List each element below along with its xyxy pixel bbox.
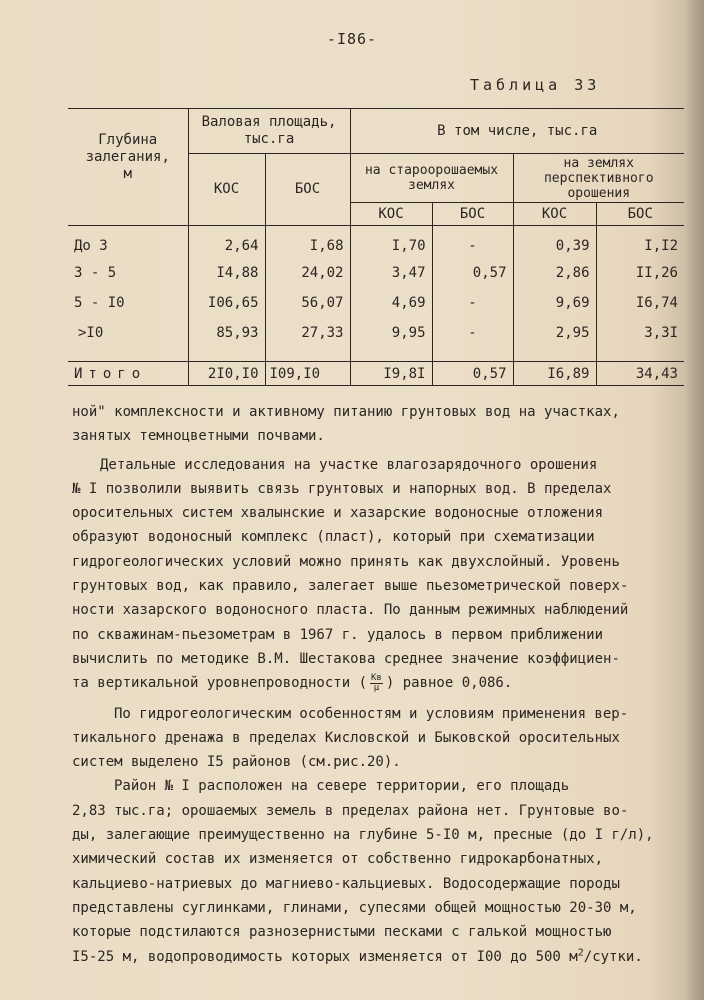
text-line: представлены суглинками, глинами, супесями общей мощностью 20-30 м, — [72, 899, 637, 916]
text-line: По гидрогеологическим особенностям и условиям применения вер- — [114, 705, 629, 722]
text-line: 2,83 тыс.га; орошаемых земель в пределах района нет. Грунтовые во- — [72, 802, 629, 819]
text-line: грунтовых вод, как правило, залегает выше пьезометрической поверх- — [72, 578, 629, 595]
header-gross-area: Валовая площадь, тыс.га — [188, 109, 350, 154]
table-total-row — [68, 361, 684, 385]
total-gross-bos: I09,I0 — [265, 361, 350, 385]
paragraph-4 — [72, 774, 698, 968]
text-line: I5-25 м, водопроводимость которых изменяется от I00 до 500 м — [72, 948, 578, 965]
total-gross-kos: 2I0,I0 — [188, 361, 265, 385]
header-gross-bos: БОС — [265, 154, 350, 226]
cell-persp-kos: 2,86 — [513, 259, 596, 289]
cell-gross-kos: 85,93 — [188, 319, 265, 349]
text-line: ды, залегающие преимущественно на глубине 5-I0 м, пресные (до I г/л), — [72, 827, 654, 844]
header-persp-kos: КОС — [513, 203, 596, 226]
header-perspective: на землях перспективного орошения — [513, 154, 684, 203]
total-old-kos: I9,8I — [350, 361, 432, 385]
fraction: $\frac{Кв}{\mu}$ — [371, 672, 382, 693]
header-gross-kos: КОС — [188, 154, 265, 226]
text-line: вычислить по методике В.М. Шестакова среднее значение коэффициен- — [72, 650, 620, 667]
text-line: кальциево-натриевых до магниево-кальциевых. Водосодержащие породы — [72, 875, 620, 892]
total-old-bos: 0,57 — [432, 361, 513, 385]
cell-persp-kos: 9,69 — [513, 289, 596, 319]
cell-old-kos: 4,69 — [350, 289, 432, 319]
row-depth: 3 - 5 — [74, 265, 117, 281]
text-line: Район № I расположен на севере территории, его площадь — [114, 778, 570, 795]
cell-gross-kos: I4,88 — [188, 259, 265, 289]
cell-persp-bos: I,I2 — [596, 226, 684, 259]
data-table — [68, 108, 684, 386]
text-line: тикального дренажа в пределах Кисловской и Быковской оросительных — [72, 729, 620, 746]
text-line: гидрогеологических условий можно принять как двухслойный. Уровень — [72, 553, 620, 570]
total-persp-kos: I6,89 — [513, 361, 596, 385]
page-number: -I86- — [326, 30, 378, 48]
cell-persp-bos: II,26 — [596, 259, 684, 289]
cell-persp-kos: 2,95 — [513, 319, 596, 349]
paragraph-2 — [72, 453, 698, 696]
header-old-kos: КОС — [350, 203, 432, 226]
text-line: занятых темноцветными почвами. — [72, 428, 325, 445]
text-line: Детальные исследования на участке влагозарядочного орошения — [100, 456, 598, 473]
header-old-irrigated: на староорошаемых землях — [350, 154, 513, 203]
cell-old-kos: I,70 — [350, 226, 432, 259]
cell-persp-bos: 3,3I — [596, 319, 684, 349]
cell-old-bos: - — [432, 289, 513, 319]
table-row — [68, 259, 684, 289]
cell-old-kos: 9,95 — [350, 319, 432, 349]
text-line: /сутки. — [583, 948, 643, 965]
cell-old-kos: 3,47 — [350, 259, 432, 289]
total-label: Итого — [68, 361, 188, 385]
table-spacer — [68, 349, 684, 362]
table-caption: Таблица 33 — [470, 76, 601, 94]
superscript: 2 — [577, 946, 584, 958]
text-line: № I позволили выявить связь грунтовых и напорных вод. В пределах — [72, 480, 612, 497]
cell-persp-bos: I6,74 — [596, 289, 684, 319]
row-depth: До 3 — [74, 237, 108, 254]
cell-old-bos: 0,57 — [432, 259, 513, 289]
table-row — [68, 289, 684, 319]
cell-old-bos: - — [432, 319, 513, 349]
paragraph-1 — [72, 400, 698, 449]
cell-gross-kos: I06,65 — [188, 289, 265, 319]
text-line: та вертикальной уровнепроводности ( — [72, 675, 368, 692]
cell-gross-bos: 24,02 — [265, 259, 350, 289]
text-line: ной" комплексности и активному питанию грунтовых вод на участках, — [72, 404, 620, 420]
text-line: оросительных систем хвалынские и хазарские водоносные отложения — [72, 505, 604, 522]
text-line: ности хазарского водоносного пласта. По данным режимных наблюдений — [72, 602, 629, 619]
header-including: В том числе, тыс.га — [350, 109, 684, 154]
paragraph-3 — [72, 702, 698, 775]
row-depth: 5 - I0 — [74, 295, 125, 311]
cell-gross-bos: 27,33 — [265, 319, 350, 349]
cell-gross-bos: I,68 — [265, 226, 350, 259]
text-line: по скважинам-пьезометрам в 1967 г. удалось в первом приближении — [72, 626, 604, 643]
table-row — [68, 226, 684, 259]
cell-gross-kos: 2,64 — [188, 226, 265, 259]
text-line: химический состав их изменяется от собственно гидрокарбонатных, — [72, 851, 604, 868]
text-line: ) равное 0,086. — [385, 675, 513, 692]
total-persp-bos: 34,43 — [596, 361, 684, 385]
header-persp-bos: БОС — [596, 203, 684, 226]
body-text — [72, 400, 698, 969]
text-line: образуют водоносный комплекс (пласт), который при схематизации — [72, 529, 595, 546]
header-depth: Глубина залегания, м — [68, 109, 188, 226]
cell-persp-kos: 0,39 — [513, 226, 596, 259]
cell-old-bos: - — [432, 226, 513, 259]
cell-gross-bos: 56,07 — [265, 289, 350, 319]
header-old-bos: БОС — [432, 203, 513, 226]
text-line: которые подстилаются разнозернистыми песками с галькой мощностью — [72, 924, 612, 941]
table-row — [68, 319, 684, 349]
row-depth: >I0 — [78, 325, 104, 341]
text-line: систем выделено I5 районов (см.рис.20). — [72, 754, 401, 771]
